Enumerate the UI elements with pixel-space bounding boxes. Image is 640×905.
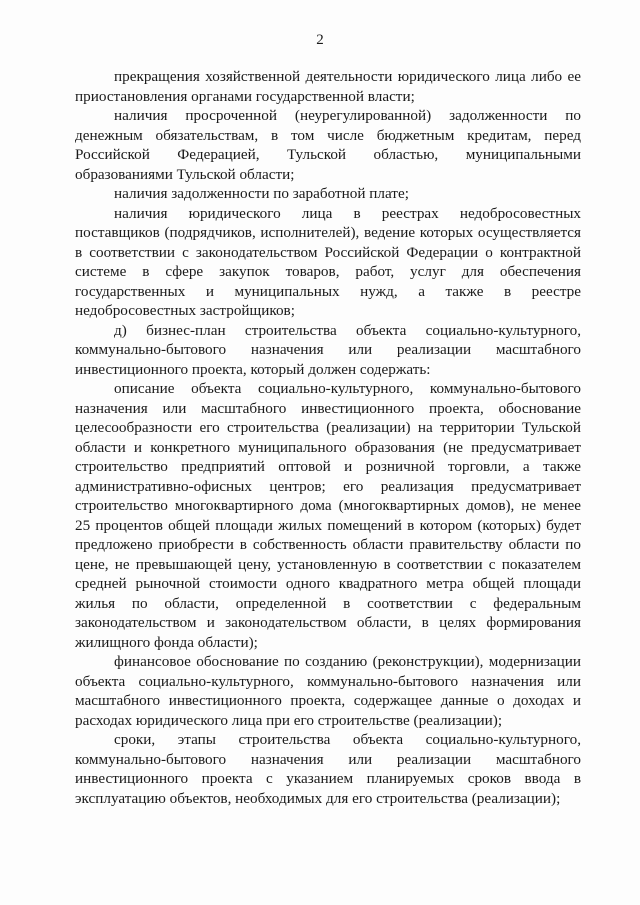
document-body	[75, 67, 581, 808]
paragraph-timelines: сроки, этапы строительства объекта социально-культурного, коммунально-бытового назначения или реализации масштабного инвестиционного проекта с указанием планируемых сроков ввода в эксплуатацию объектов, необходимых для его строительства (реализации);	[75, 731, 581, 807]
paragraph-overdue-debt: наличия просроченной (неурегулированной) задолженности по денежным обязательствам, в том числе бюджетным кредитам, перед Российской Федерацией, Тульской областью, муниципальными образованиями Тульской области;	[75, 107, 581, 183]
paragraph-unfair-suppliers: наличия юридического лица в реестрах недобросовестных поставщиков (подрядчиков, исполнителей), ведение которых осуществляется в соответствии с законодательством Российской Федерации о контрактной системе в сфере закупок товаров, работ, услуг для обеспечения государственных и муниципальных нужд, а также в реестре недобросовестных застройщиков;	[75, 204, 581, 319]
paragraph-financial-justification: финансовое обоснование по созданию (реконструкции), модернизации объекта социально-культурного, коммунально-бытового назначения или масштабного инвестиционного проекта, содержащее данные о доходах и расходах юридического лица при его строительстве (реализации);	[75, 653, 581, 729]
paragraph-wage-debt: наличия задолженности по заработной плате;	[114, 185, 409, 202]
paragraph-object-description: описание объекта социально-культурного, коммунально-бытового назначения или масштабного инвестиционного проекта, обоснование целесообразности его строительства (реализации) на территории Тульской области и конкретного муниципального образования (не предусматривает строительство предприятий оптовой и розничной торговли, а также административно-офисных центров; его реализация предусматривает строительство многоквартирного дома (многоквартирных домов), не менее 25 процентов общей площади жилых помещений в котором (которых) будет предложено приобрести в собственность области правительству области по цене, не превышающей цену, установленную в соответствии с показателем средней рыночной стоимости одного квадратного метра общей площади жилья по области, определенной в соответствии с федеральным законодательством и законодательством области, в целях формирования жилищного фонда области);	[75, 380, 581, 651]
paragraph-business-plan: д) бизнес-план строительства объекта социально-культурного, коммунально-бытового назначения или реализации масштабного инвестиционного проекта, который должен содержать:	[75, 321, 581, 378]
paragraph-termination: прекращения хозяйственной деятельности юридического лица либо ее приостановления органами государственной власти;	[75, 68, 581, 105]
page-number: 2	[316, 32, 324, 48]
